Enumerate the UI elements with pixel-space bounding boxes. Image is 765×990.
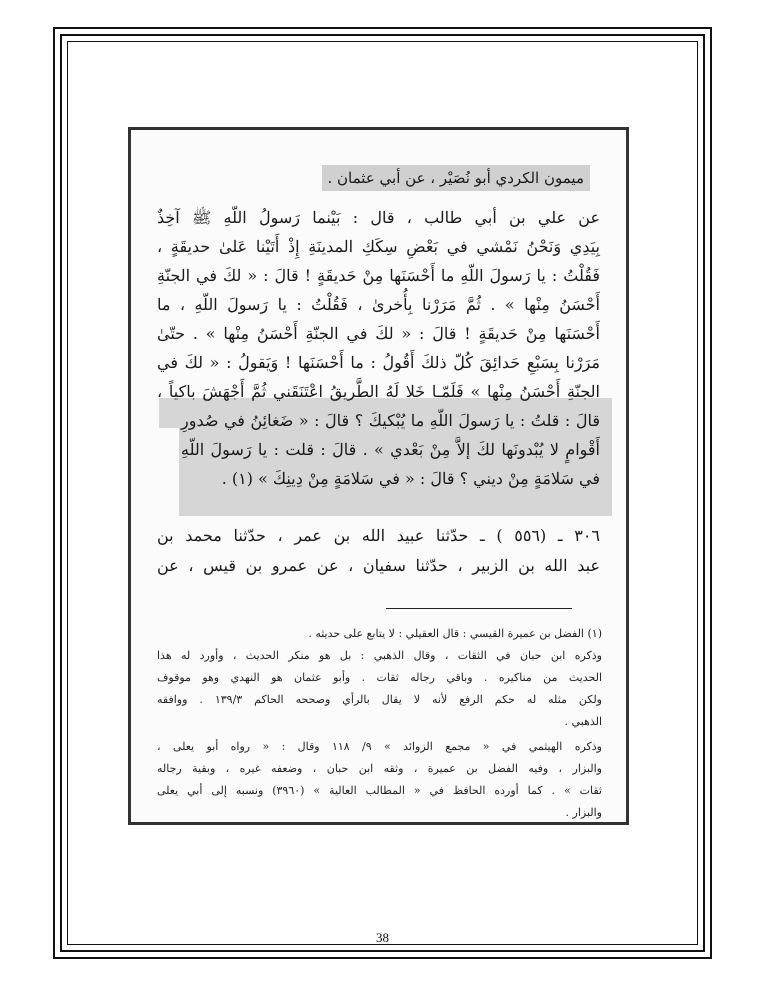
footnote-line: الحديث من مناكيره . وباقي رجاله ثقات . وأبو عثمان هو النهدي وهو موقوف — [157, 671, 602, 684]
body-line: فَقُلْتُ : يا رَسولَ اللّهِ ما أَحْسَنَها مِنْ حَديقَةٍ ! قالَ : « لكَ في الجنّةِ — [157, 266, 600, 285]
page-number: 38 — [376, 930, 389, 945]
footnote-line: وذكره ابن حبان في الثقات ، وقال الذهبي : بل هو منكر الحديث ، وأورد له هذا — [157, 649, 602, 662]
body-line: أَقْوامٍ لا يُبْدونَها لكَ إلاَّ مِنْ بَعْدي » . قالَ : قلت : يا رَسولَ اللّهِ — [181, 440, 600, 459]
body-line: أَحْسَنُ مِنْها » . ثُمَّ مَرَرْنا بِأُخرىٰ ، فَقُلْتُ : يا رَسولَ اللّهِ ، ما — [157, 295, 600, 314]
footnote-line: الذهبي . — [564, 715, 602, 728]
body-line: بِيَدِي وَنَحْنُ نَمْشي في بَعْضِ سِكَكِ المدينَةِ إِذْ أَتَيْنا عَلىٰ حديقَةٍ ، — [157, 237, 600, 256]
footnote-line: (١) الفضل بن عميرة القيسي : قال العقيلي : لا يتابع على حديثه . — [308, 627, 602, 640]
footnote-line: ثقات » . كما أورده الحافظ في « المطالب العالية » (٣٩٦٠) ونسبه إلى أبي يعلى — [157, 784, 602, 797]
footnote-line: والبزار ، وفيه الفضل بن عميرة ، وثقه ابن حبان ، وضعفه غيره ، وبقية رجاله — [157, 762, 602, 775]
footnote-line: ولكن مثله له حكم الرفع لأنه لا يقال بالرأي وصححه الحاكم ١٣٩/٣ . ووافقه — [157, 693, 602, 706]
footnote-line: وذكره الهيثمي في « مجمع الزوائد » ٩/ ١١٨ وقال : « رواه أبو يعلى ، — [157, 740, 602, 753]
footnote-line: والبزار . — [565, 806, 602, 819]
next-entry-line: عبد الله بن الزبير ، حدّثنا سفيان ، عن عمرو بن قيس ، عن — [157, 556, 600, 575]
body-line: قالَ : قلتُ : يا رَسولَ اللّهِ ما يُبْكيكَ ؟ قالَ : « ضَغائِنُ في صُدورِ — [181, 411, 600, 430]
body-line: أَحْسَنَها مِنْ حَديقَةٍ ! قالَ : « لكَ في الجنّةِ أَحْسَنُ مِنْها » . حتّىٰ — [157, 324, 600, 343]
scanned-page-image — [128, 127, 629, 825]
next-entry-line: ٣٠٦ ـ (٥٥٦ ) ـ حدّثنا عبيد الله بن عمر ، حدّثنا محمد بن — [157, 526, 600, 545]
footnote-separator — [386, 608, 572, 609]
body-line: مَرَرْنا بِسَبْعِ حَدائِقَ كُلّ ذلكَ أَقُولُ : ما أَحْسَنَها ! وَيَقولُ : « لكَ في — [157, 353, 600, 372]
entry-header: ميمون الكردي أبو نُصَيْر ، عن أبي عثمان . — [322, 165, 591, 191]
body-line: في سَلامَةٍ مِنْ ديني ؟ قالَ : « في سَلامَةٍ مِنْ دِينِكَ » (١) . — [221, 469, 600, 488]
body-line: عن علي بن أبي طالب ، قال : بَيْنما رَسولُ اللّهِ ﷺ آخِذٌ — [157, 208, 600, 227]
body-line: الجنّةِ أَحْسَنُ مِنْها » فَلَمّـا خَلا لَهُ الطَّريقُ اعْتَنَقَني ثُمَّ أَجْهَشَ باكياً ، — [157, 382, 600, 401]
